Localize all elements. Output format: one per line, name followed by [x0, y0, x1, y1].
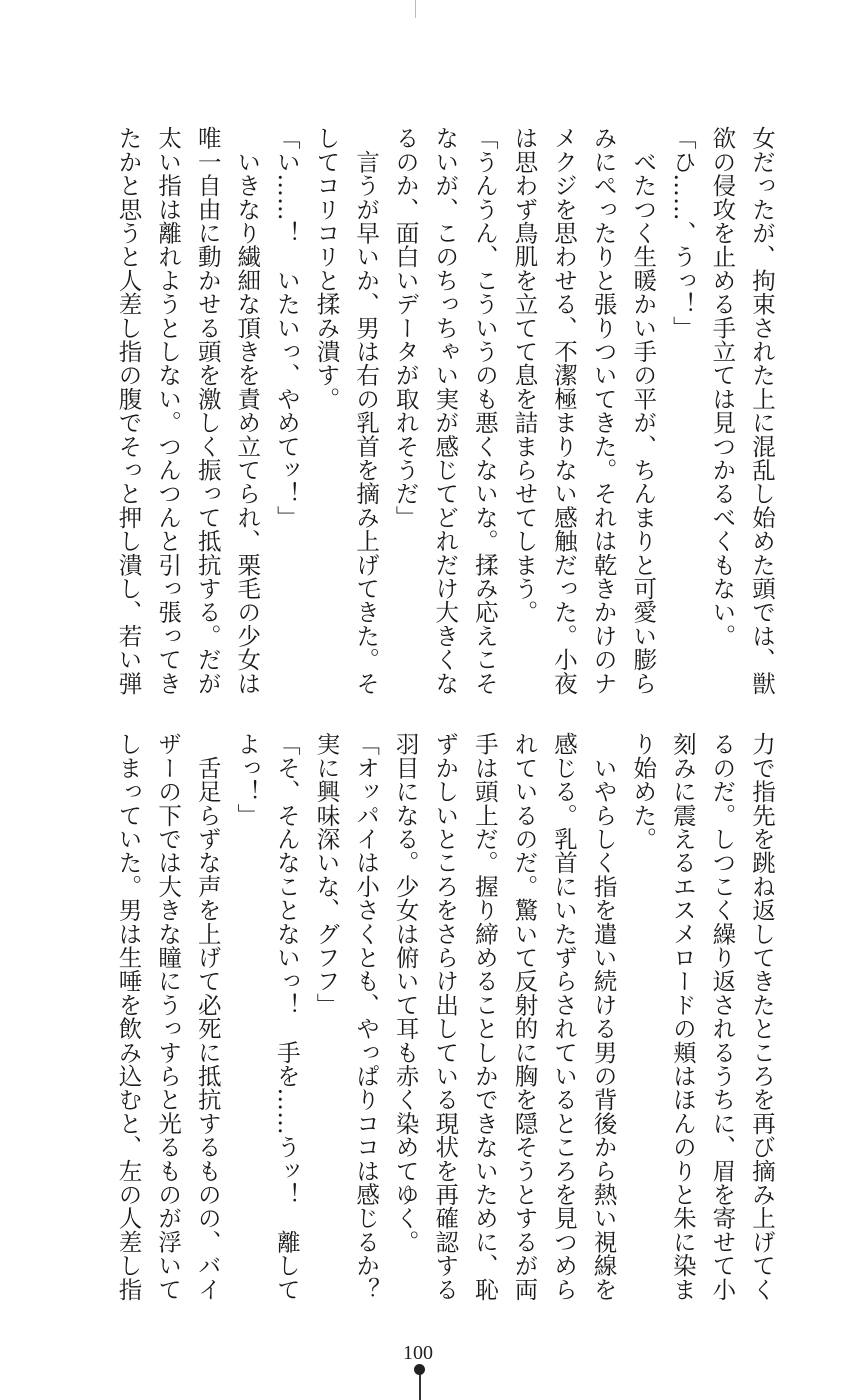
text-column: 羽目になる。少女は俯いて耳も赤く染めてゆく。 [391, 732, 420, 1254]
text-column: ザーの下では大きな瞳にうっすらと光るものが浮いて [154, 732, 183, 1301]
text-column: 「オッパイは小さくとも、やっぱりココは感じるか？ [352, 732, 381, 1301]
text-block-lower [108, 732, 781, 1312]
text-column: れているのだ。驚いて反射的に胸を隠そうとするが両 [510, 732, 539, 1301]
text-column: メクジを思わせる、不潔極まりない感触だった。小夜 [550, 126, 579, 695]
text-column: るのだ。しつこく繰り返されるうちに、眉を寄せて小 [708, 732, 737, 1301]
text-column: べたつく生暖かい手の平が、ちんまりと可愛い膨ら [629, 126, 658, 695]
text-column: よっ！」 [233, 732, 262, 827]
text-block-upper [108, 126, 781, 706]
text-column: 「そ、そんなことないっ！ 手を……うッ！ 離して [272, 732, 301, 1301]
text-column: 感じる。乳首にいたずらされているところを見つめら [550, 732, 579, 1301]
text-column: 唯一自由に動かせる頭を激しく振って抵抗する。だが [193, 126, 222, 695]
text-column: いきなり繊細な頂きを責め立てられ、栗毛の少女は [233, 126, 262, 695]
text-column: 実に興味深いな、グフフ」 [312, 732, 341, 1017]
text-column: るのか、面白いデータが取れそうだ」 [391, 126, 420, 529]
text-column: 力で指先を跳ね返してきたところを再び摘み上げてく [748, 732, 776, 1301]
text-column: 「ひ……、うっ！」 [668, 126, 697, 340]
text-column: たかと思うと人差し指の腹でそっと押し潰し、若い弾 [114, 126, 143, 695]
text-column: ないが、このちっちゃい実が感じてどれだけ大きくな [431, 126, 460, 695]
text-column: 「い……！ いたいっ、やめてッ！」 [272, 126, 301, 529]
binding-dot [414, 1364, 425, 1375]
text-column: みにぺったりと張りついてきた。それは乾きかけのナ [589, 126, 618, 695]
text-column: いやらしく指を遣い続ける男の背後から熱い視線を [589, 732, 618, 1301]
text-column: ずかしいところをさらけ出している現状を再確認する [431, 732, 460, 1301]
text-column: 太い指は離れようとしない。つんつんと引っ張ってき [154, 126, 183, 695]
text-column: 手は頭上だ。握り締めることしかできないために、恥 [470, 732, 499, 1301]
text-column: 刻みに震えるエスメロードの頬はほんのりと朱に染ま [668, 732, 697, 1301]
text-column: 舌足らずな声を上げて必死に抵抗するものの、バイ [193, 732, 222, 1301]
top-margin-mark [415, 0, 416, 18]
text-column: 「うんうん、こういうのも悪くないな。揉み応えこそ [470, 126, 499, 695]
text-column: 言うが早いか、男は右の乳首を摘み上げてきた。そ [352, 126, 381, 695]
text-column: り始めた。 [629, 732, 658, 851]
text-column: してコリコリと揉み潰す。 [312, 126, 341, 411]
text-column: 欲の侵攻を止める手立ては見つかるべくもない。 [708, 126, 737, 648]
text-column: 女だったが、拘束された上に混乱し始めた頭では、獣 [748, 126, 776, 695]
page-number: 100 [403, 1342, 433, 1364]
text-column: は思わず鳥肌を立てて息を詰まらせてしまう。 [510, 126, 539, 624]
text-column: しまっていた。男は生唾を飲み込むと、左の人差し指 [114, 732, 143, 1301]
